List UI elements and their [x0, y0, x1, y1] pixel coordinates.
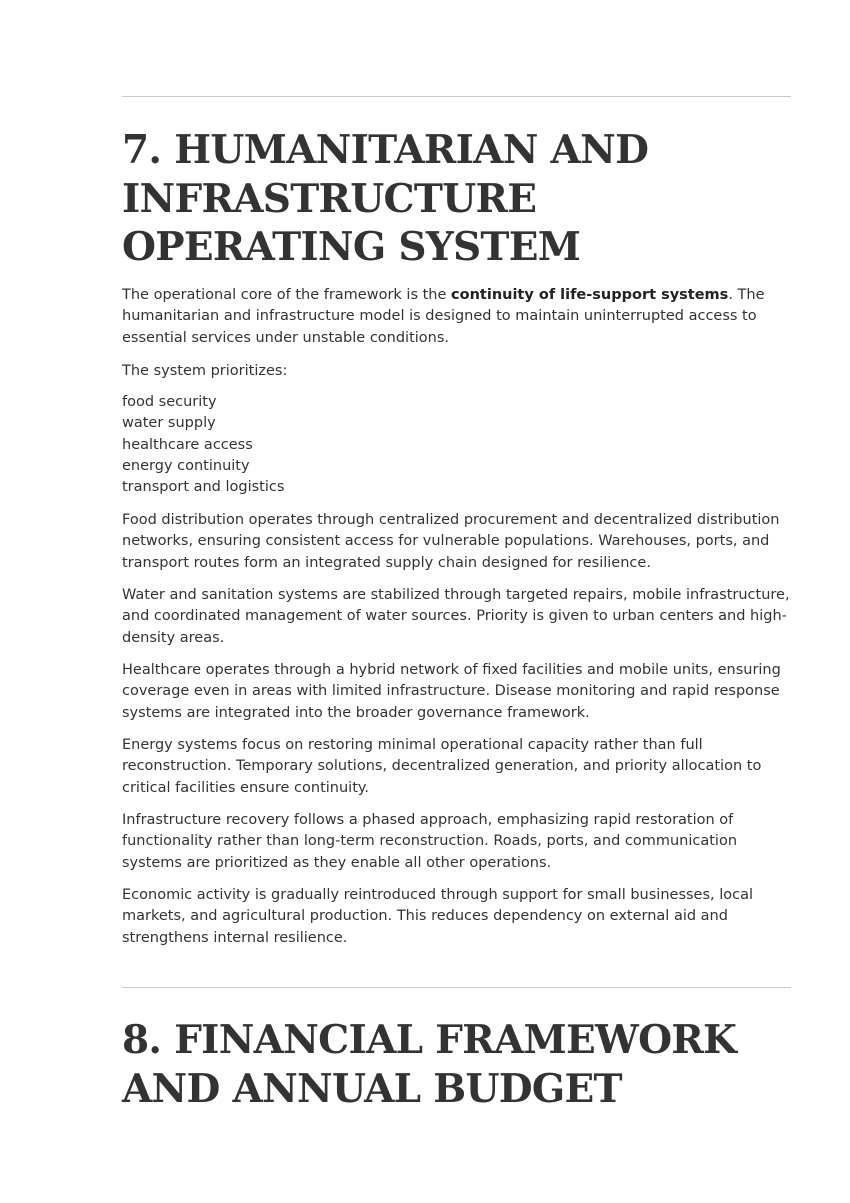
list-item: food security — [122, 394, 217, 410]
priorities-lead: The system prioritizes: — [122, 363, 288, 379]
section-7-heading: 7. HUMANITARIAN AND INFRASTRUCTURE OPERATING SYSTEM — [122, 127, 649, 270]
intro-text-end: . The humanitarian and infrastructure model is designed to maintain uninterrupted access to essential services under unstable conditions. — [122, 287, 765, 346]
section-divider — [122, 96, 791, 97]
energy-paragraph: Energy systems focus on restoring minimal operational capacity rather than full reconstruction. Temporary solutions, decentralized generation, and priority allocation to critical facilities ensure continuity. — [122, 737, 762, 796]
section-7-intro — [122, 285, 791, 349]
list-item: energy continuity — [122, 457, 250, 474]
list-item: water supply — [122, 415, 216, 432]
infrastructure-recovery-paragraph: Infrastructure recovery follows a phased approach, emphasizing rapid restoration of functionality rather than long-term reconstruction. Roads, ports, and communication systems are prioritized as they enable all other operations. — [122, 812, 738, 871]
section-divider — [122, 987, 791, 988]
section-8-heading: 8. FINANCIAL FRAMEWORK AND ANNUAL BUDGET — [122, 1017, 737, 1112]
economic-activity-paragraph: Economic activity is gradually reintroduced through support for small businesses, local markets, and agricultural production. This reduces dependency on external aid and strengthens internal resilience. — [122, 887, 754, 946]
intro-text-start: The operational core of the framework is the — [122, 287, 452, 303]
intro-emphasis: continuity of life-support systems — [451, 287, 729, 303]
list-item: transport and logistics — [122, 479, 285, 496]
list-item: healthcare access — [122, 436, 253, 453]
water-sanitation-paragraph: Water and sanitation systems are stabilized through targeted repairs, mobile infrastructure, and coordinated management of water sources. Priority is given to urban centers and high-density areas. — [122, 587, 790, 646]
food-distribution-paragraph: Food distribution operates through centralized procurement and decentralized distribution networks, ensuring consistent access for vulnerable populations. Warehouses, ports, and transport routes form an integrated supply chain designed for resilience. — [122, 512, 780, 571]
priorities-list — [122, 392, 791, 498]
healthcare-paragraph: Healthcare operates through a hybrid network of fixed facilities and mobile units, ensuring coverage even in areas with limited infrastructure. Disease monitoring and rapid response systems are integrated into the broader governance framework. — [122, 662, 781, 721]
